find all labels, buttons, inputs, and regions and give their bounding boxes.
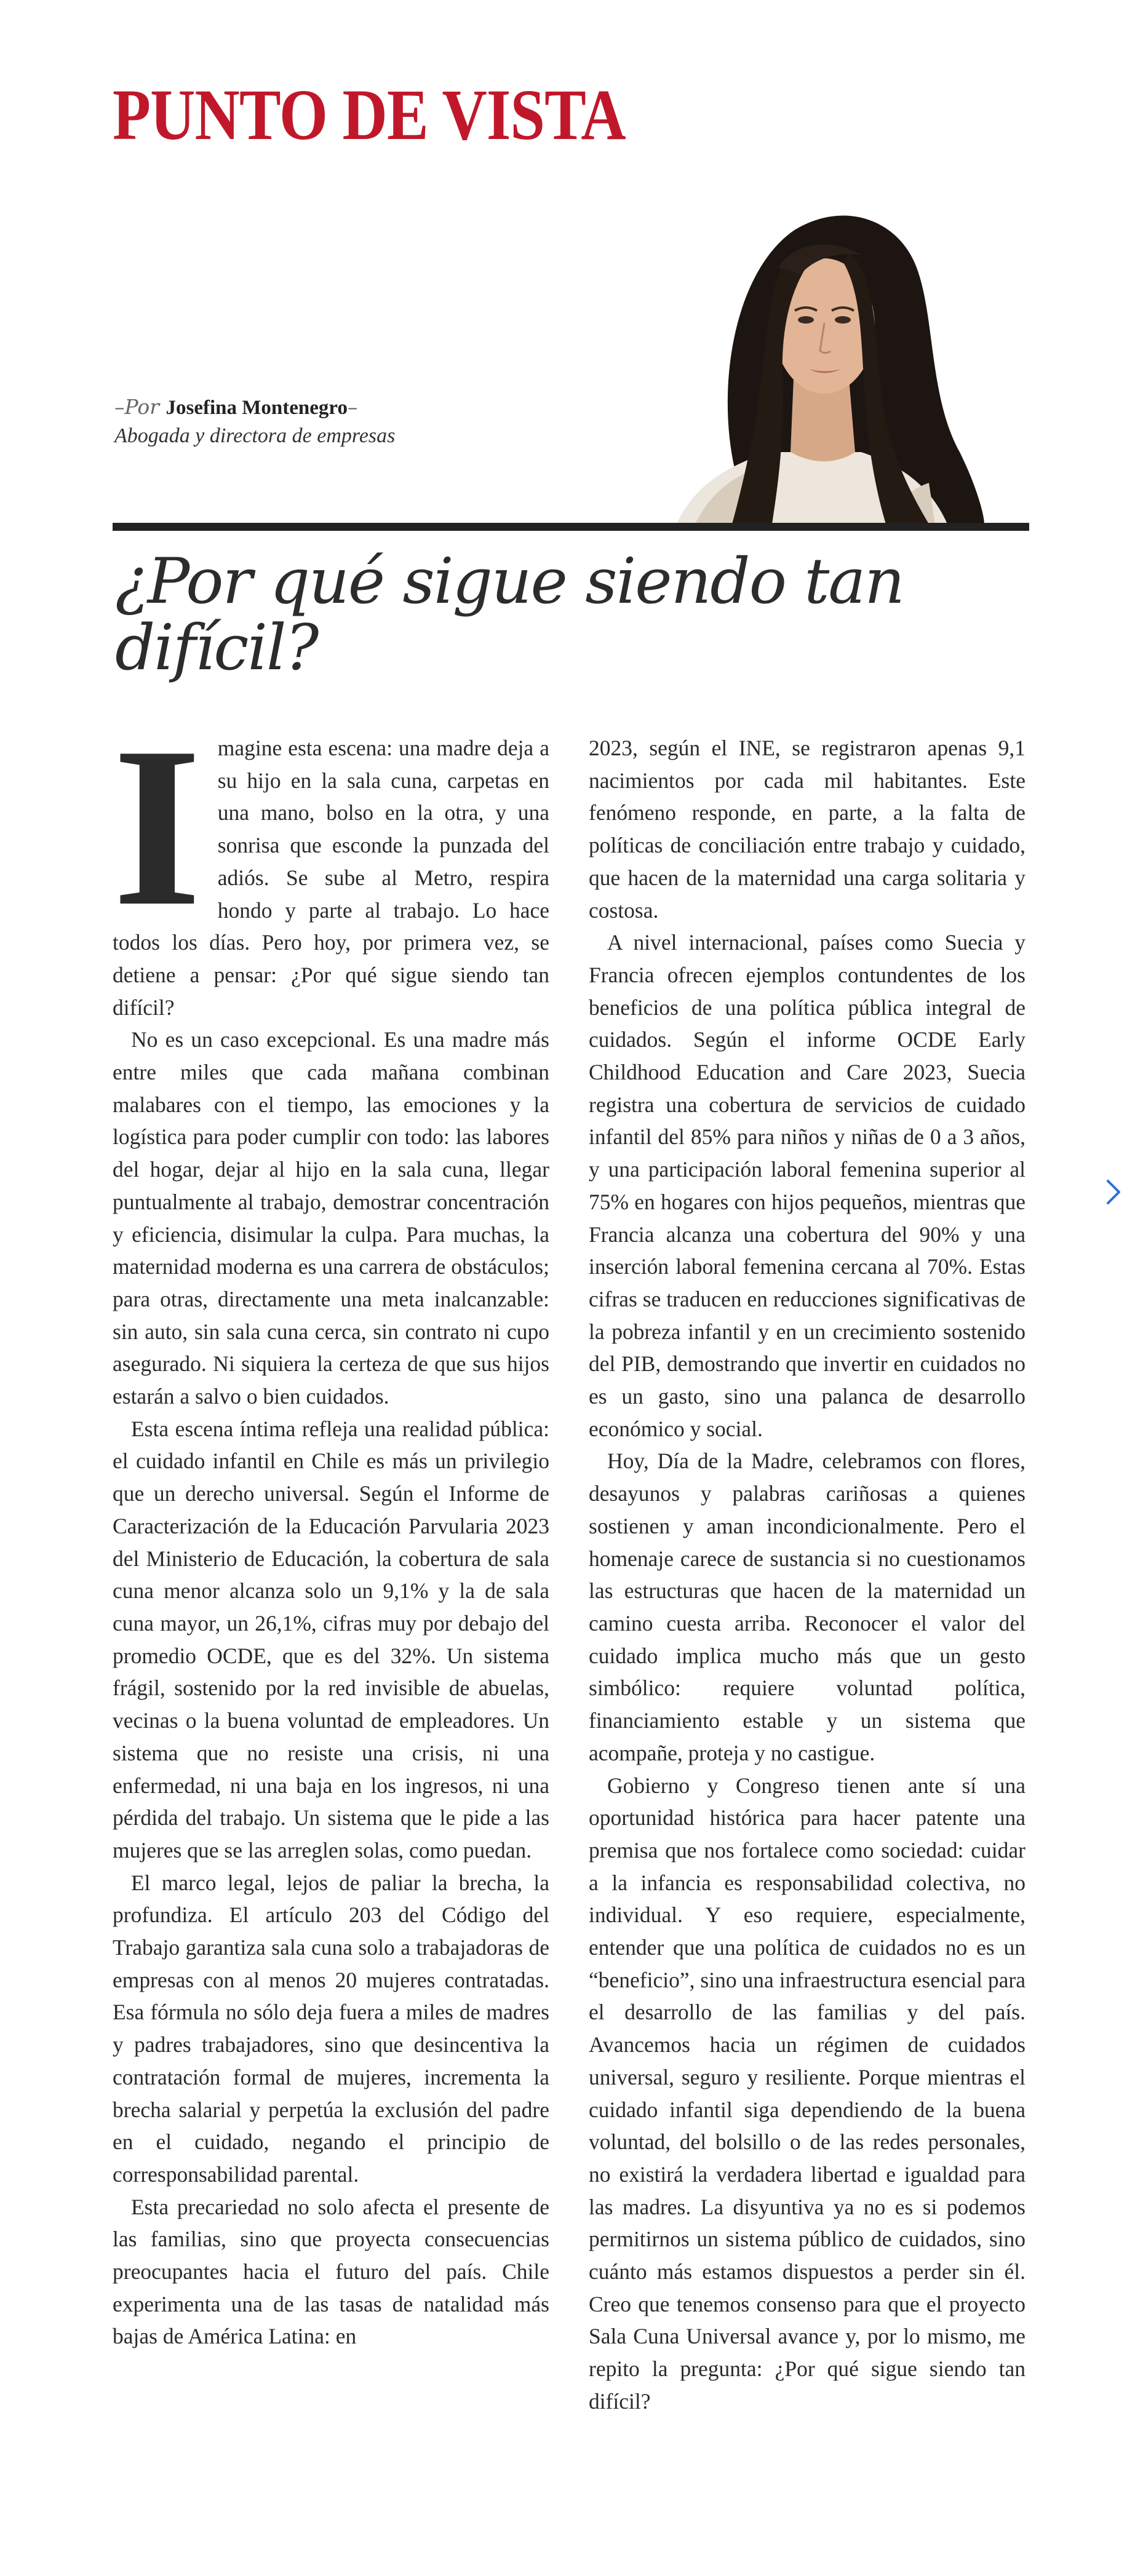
paragraph: Gobierno y Congreso tienen ante sí una oportunidad histórica para hacer patente una premisa que nos fortalece como sociedad: cuidar a la infancia es responsabilidad colectiva, no individual. Y eso requiere, especialmente, entender que una política de cuidados no es un “beneficio”, sino una infraestructura esencial para el desarrollo de las familias y del país. Avancemos hacia un régimen de cuidados universal, seguro y resiliente. Porque mientras el cuidado infantil siga dependiendo de la buena voluntad, del bolsillo o de las redes personales, no existirá la verdadera libertad e igualdad para las madres. La disyuntiva ya no es si podemos permitirnos un sistema público de cuidados, sino cuánto más estamos dispuestos a perder sin él. Creo que tenemos consenso para que el proyecto Sala Cuna Universal avance y, por lo mismo, me repito la pregunta: ¿Por qué sigue siendo tan difícil?: [589, 1773, 1026, 2414]
author-name: Josefina Montenegro: [165, 397, 348, 419]
next-page-button[interactable]: [1101, 1174, 1126, 1210]
author-role: Abogada y directora de empresas: [114, 424, 396, 447]
paragraph: Esta escena íntima refleja una realidad pública: el cuidado infantil en Chile es más un privilegio que un derecho universal. Según el Informe de Caracterización de la Educación Parvularia 2023 del Ministerio de Educación, la cobertura de sala cuna menor alcanza solo un 9,1% y la de sala cuna mayor, un 26,1%, cifras muy por debajo del promedio OCDE, que es del 32%. Un sistema frágil, sostenido por la red invisible de abuelas, vecinas o la buena voluntad de empleadores. Un sistema que no resiste una crisis, ni una enfermedad, ni una baja en los ingresos, ni una pérdida del trabajo. Un sistema que le pide a las mujeres que se las arreglen solas, como puedan.: [113, 1416, 549, 1862]
paragraph: No es un caso excepcional. Es una madre más entre miles que cada mañana combinan malabares con el tiempo, las emociones y la logística para poder cumplir con todo: las labores del hogar, dejar al hijo en la sala cuna, llegar puntualmente al trabajo, demostrar concentración y eficiencia, disimular la culpa. Para muchas, la maternidad moderna es una carrera de obstáculos; para otras, directamente una meta inalcanzable: sin auto, sin sala cuna cerca, sin contrato ni cupo asegurado. Ni siquiera la certeza de que sus hijos estarán a salvo o bien cuidados.: [113, 1027, 549, 1409]
byline-suffix: –: [347, 395, 358, 419]
article-headline: ¿Por qué sigue siendo tan difícil?: [115, 545, 904, 685]
paragraph: magine esta escena: una madre deja a su hijo en la sala cuna, carpetas en una mano, bolso en la otra, y una sonrisa que esconde la punzada del adiós. Se sube al Metro, respira hondo y parte al trabajo. Lo hace todos los días. Pero hoy, por primera vez, se detiene a pensar: ¿Por qué sigue siendo tan difícil?: [113, 736, 549, 1020]
paragraph: Hoy, Día de la Madre, celebramos con flores, desayunos y palabras cariñosas a quienes sostienen y aman incondicionalmente. Pero el homenaje carece de sustancia si no cuestionamos las estructuras que hacen de la maternidad un camino cuesta arriba. Reconocer el valor del cuidado implica mucho más que un gesto simbólico: requiere voluntad política, financiamiento estable y un sistema que acompañe, proteja y no castigue.: [589, 1449, 1026, 1765]
paragraph: A nivel internacional, países como Suecia y Francia ofrecen ejemplos contundentes de los beneficios de una política pública integral de cuidados. Según el informe OCDE Early Childhood Education and Care 2023, Suecia registra una cobertura de servicios de cuidado infantil del 85% para niños y niñas de 0 a 3 años, y una participación laboral femenina superior al 75% en hogares con hijos pequeños, mientras que Francia alcanza una cobertura del 90% y una inserción laboral femenina cercana al 70%. Estas cifras se traducen en reducciones significativas de la pobreza infantil y en un crecimiento sostenido del PIB, demostrando que invertir en cuidados no es un gasto, sino una palanca de desarrollo económico y social.: [589, 930, 1026, 1441]
paragraph: El marco legal, lejos de paliar la brecha, la profundiza. El artículo 203 del Código del Trabajo garantiza sala cuna solo a trabajadoras de empresas con al menos 20 mujeres contratadas. Esa fórmula no sólo deja fuera a miles de madres y padres trabajadores, sino que desincentiva la contratación formal de mujeres, incrementa la brecha salarial y perpetúa la exclusión del padre en el cuidado, negando el principio de corresponsabilidad parental.: [113, 1870, 549, 2187]
drop-cap: I: [113, 701, 202, 953]
author-byline: [114, 394, 395, 450]
article-column-left: [113, 701, 549, 2353]
article-column-right: [589, 732, 1026, 2418]
chevron-right-icon: [1105, 1179, 1121, 1206]
paragraph: Esta precariedad no solo afecta el presente de las familias, sino que proyecta consecuencias preocupantes hacia el futuro del país. Chile experimenta una de las tasas de natalidad más bajas de América Latina: en: [113, 2194, 549, 2349]
author-portrait: [640, 194, 984, 524]
section-title: PUNTO DE VISTA: [113, 74, 626, 155]
header-divider: [113, 523, 1029, 531]
paragraph: 2023, según el INE, se registraron apenas 9,1 nacimientos por cada mil habitantes. Este fenómeno responde, en parte, a la falta de políticas de conciliación entre trabajo y cuidado, que hacen de la maternidad una carga solitaria y costosa.: [589, 736, 1026, 923]
byline-prefix: –Por: [114, 395, 160, 419]
